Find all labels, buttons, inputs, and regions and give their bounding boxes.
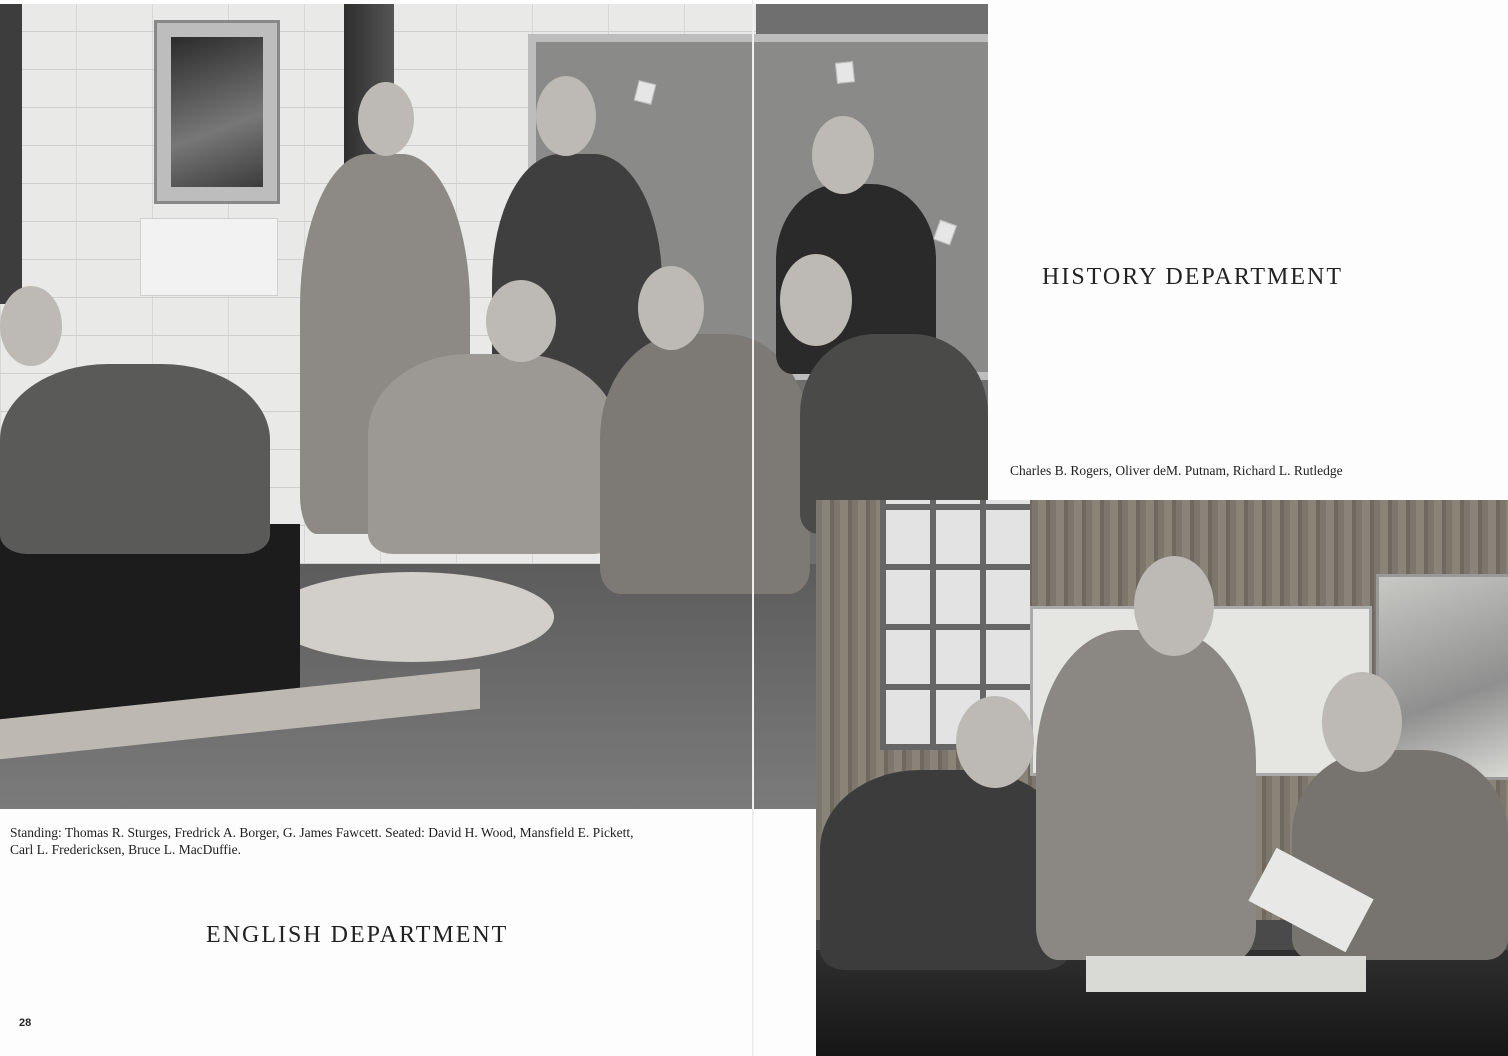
person-head: [536, 76, 596, 156]
history-department-photo: [816, 500, 1508, 1056]
history-department-heading: HISTORY DEPARTMENT: [1042, 264, 1344, 290]
english-department-heading: ENGLISH DEPARTMENT: [206, 922, 509, 948]
person-head: [1134, 556, 1214, 656]
person-head: [0, 286, 62, 366]
person-head: [638, 266, 704, 350]
papers: [1086, 956, 1366, 992]
board-card: [835, 61, 855, 84]
board-card: [634, 80, 657, 105]
person-head: [812, 116, 874, 194]
english-caption-line: Standing: Thomas R. Sturges, Fredrick A. Borger, G. James Fawcett. Seated: David H. Wood, Mansfield E. Pickett,: [10, 825, 634, 840]
person-head: [1322, 672, 1402, 772]
person-head: [358, 82, 414, 156]
person: [1036, 630, 1256, 960]
person-head: [956, 696, 1034, 788]
painting-image: [171, 37, 263, 187]
window: [0, 4, 22, 304]
person: [820, 770, 1070, 970]
person: [368, 354, 618, 554]
page-gutter: [752, 0, 754, 1056]
page-number: 28: [19, 1017, 32, 1029]
round-table: [270, 572, 554, 662]
person: [0, 364, 270, 554]
wall-clippings: [140, 218, 278, 296]
history-photo-caption: Charles B. Rogers, Oliver deM. Putnam, Richard L. Rutledge: [1010, 463, 1343, 478]
english-caption-line: Carl L. Fredericksen, Bruce L. MacDuffie.: [10, 842, 242, 857]
person: [600, 334, 810, 594]
english-photo-caption: [10, 824, 744, 858]
framed-painting: [154, 20, 280, 204]
person-head: [486, 280, 556, 362]
board-card: [933, 220, 957, 246]
person-head: [780, 254, 852, 346]
